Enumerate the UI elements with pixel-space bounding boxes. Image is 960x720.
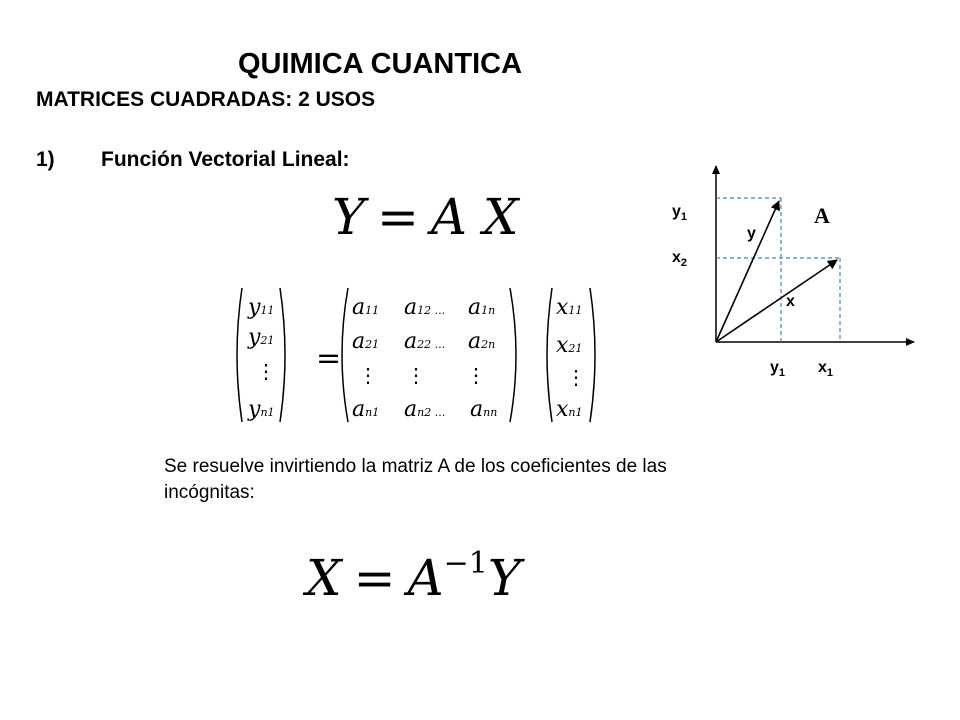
eq2-rhs-tail: Y [487,549,521,607]
y1-base: y [248,295,261,320]
a-2n [468,329,495,354]
a-11 [352,295,379,320]
ann-sub: nn [483,406,498,419]
x2-base: x [556,333,569,358]
an2-sub: n2 ... [417,406,446,419]
matrix-equals: = [316,341,342,376]
xn-sub: n1 [568,406,583,419]
a11-sub: 11 [365,304,380,317]
slide-title: QUIMICA CUANTICA [237,48,523,80]
a-22 [404,329,445,354]
label-y1-axis-base: y [672,203,681,220]
a2n-base: a [468,329,482,354]
label-x2-axis-sub: 2 [680,257,688,269]
label-y1-axis-sub: 1 [680,211,688,223]
y-vec-el-n [247,397,275,422]
eq1-rhs: A X [430,188,519,246]
label-x2-axis [672,249,687,269]
x-vec-vdots: ⋮ [566,365,586,389]
label-x1-bottom [818,359,833,379]
yn-sub: n1 [260,406,275,419]
vector-diagram [660,160,930,390]
a12-base: a [404,295,418,320]
equation-y-equals-ax [332,188,519,246]
x2-sub: 21 [568,342,583,355]
x1-base: x [556,295,569,320]
explanation-paragraph: Se resuelve invirtiendo la matriz A de los coeficientes de las incógnitas: [164,456,667,503]
a-vdots-col1: ⋮ [358,363,378,387]
label-vector-y: y [747,225,756,242]
y2-sub: 21 [260,334,275,347]
x-vec-el-2 [556,333,582,358]
label-y1-bottom-sub: 1 [778,367,786,379]
an1-base: a [352,397,366,422]
eq1-lhs: Y [332,188,366,246]
a-12 [404,295,445,320]
x1-sub: 11 [568,304,583,317]
a21-base: a [352,329,366,354]
label-vector-x: x [786,293,795,310]
y-vec-vdots: ⋮ [256,359,276,383]
a1n-sub: 1n [481,304,496,317]
matrix-equation [226,280,606,430]
a-n2 [404,397,445,422]
label-y1-bottom-base: y [770,359,779,376]
a11-base: a [352,295,366,320]
a1n-base: a [468,295,482,320]
an1-sub: n1 [365,406,380,419]
slide-subtitle: MATRICES CUADRADAS: 2 USOS [36,88,376,111]
a-1n [468,295,495,320]
a2n-sub: 2n [481,338,496,351]
y2-base: y [248,325,261,350]
label-y1-axis [672,203,687,223]
list-item-heading: Función Vectorial Lineal: [101,148,350,171]
eq2-lhs: X [306,549,342,607]
x-vec-el-n [556,397,583,422]
yn-base: y [248,397,261,422]
list-item-number: 1) [36,148,55,171]
a21-sub: 21 [365,338,380,351]
a-vdots-col2: ⋮ [406,363,426,387]
a-n1 [352,397,379,422]
a-21 [352,329,379,354]
a12-sub: 12 ... [417,304,446,317]
label-x1-bottom-base: x [818,359,827,376]
eq2-rhs-exponent: −1 [443,546,488,581]
eq2-equals: = [353,549,396,607]
xn-base: x [556,397,569,422]
equation-x-equals-a-inverse-y [306,546,521,607]
x-vec-el-1 [556,295,582,320]
y-vec-el-1 [247,295,274,320]
a22-base: a [404,329,418,354]
label-matrix-a: A [814,203,830,228]
an2-base: a [404,397,418,422]
label-x2-axis-base: x [672,249,681,266]
label-x1-bottom-sub: 1 [826,367,834,379]
y-vec-el-2 [247,325,274,350]
label-y1-bottom [770,359,785,379]
eq2-rhs-base: A [407,549,444,607]
y1-sub: 11 [260,304,275,317]
a-nn [470,397,497,422]
a22-sub: 22 ... [417,338,446,351]
a-vdots-col3: ⋮ [466,363,486,387]
ann-base: a [470,397,484,422]
eq1-equals: = [377,188,419,246]
